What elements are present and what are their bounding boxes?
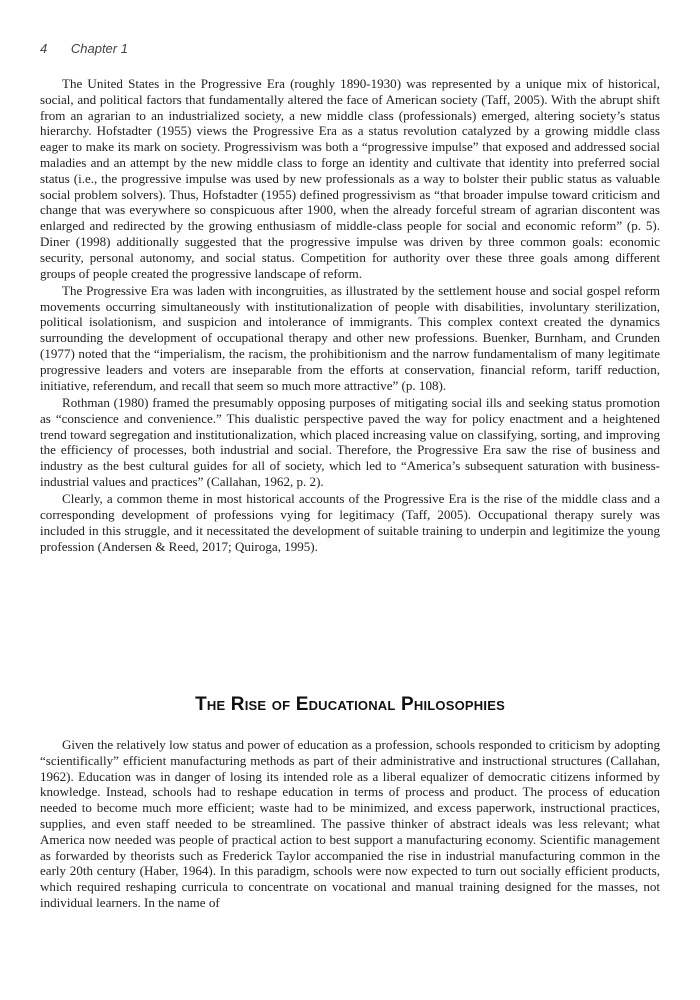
section-progressive-era: [40, 76, 660, 556]
section-heading: The Rise of Educational Philosophies: [195, 694, 505, 715]
page-number: 4: [40, 41, 48, 56]
paragraph: Clearly, a common theme in most historical accounts of the Progressive Era is the rise of the middle class and a corresponding development of professions vying for legitimacy (Taff, 2005). Occupational therapy surely was included in this struggle, and it necessitated the development of suitable training to underpin and legitimize the young profession (Andersen & Reed, 2017; Quiroga, 1995).: [40, 491, 660, 554]
running-header: [40, 41, 128, 56]
section-educational-philosophies: [40, 737, 660, 912]
paragraph: The United States in the Progressive Era (roughly 1890-1930) was represented by a unique mix of historical, social, and political factors that fundamentally altered the face of American society (Taff, 2005). With the abrupt shift from an agrarian to an industrialized society, a new middle class (professionals) emerged, altering society’s status hierarchy. Hofstadter (1955) views the Progressive Era as a status revolution catalyzed by a growing middle class eager to make its mark on society. Progressivism was both a “progressive impulse” that exposed and addressed social maladies and an attempt by the new middle class to forge an identity and cultivate that identity into preferred social status (i.e., the progressive impulse was used by new professionals as a way to bolster their public status as valuable social problem solvers). Thus, Hofstadter (1955) defined progressivism as “that broader impulse toward criticism and change that was everywhere so conspicuous after 1900, when the already forceful stream of agrarian discontent was enlarged and redirected by the growing enthusiasm of middle-class people for social and economic reform” (p. 5). Diner (1998) additionally suggested that the progressive impulse was driven by three common goals: economic security, personal autonomy, and social status. Competition for authority over these three goals among different groups of people created the progressive landscape of reform.: [40, 76, 660, 281]
chapter-label: Chapter 1: [70, 41, 128, 56]
paragraph: The Progressive Era was laden with incongruities, as illustrated by the settlement house and social gospel reform movements occurring simultaneously with institutionalization of people with disabilities, involuntary sterilization, political isolationism, and suspicion and intolerance of immigrants. This complex context created the dynamics surrounding the development of occupational therapy and other new professions. Buenker, Burnham, and Crunden (1977) noted that the “imperialism, the racism, the prohibitionism and the narrow fundamentalism of many legitimate progressive leaders and voters are inseparable from the efforts at conservation, financial reform, tariff reduction, initiative, referendum, and recall that seem so much more attractive” (p. 108).: [40, 282, 660, 393]
paragraph: Given the relatively low status and power of education as a profession, schools responded to criticism by adopting “scientifically” efficient manufacturing methods as part of their administrative and instructional structures (Callahan, 1962). Education was in danger of losing its intended role as a liberal equalizer of democratic citizens informed by knowledge. Instead, schools had to reshape education in terms of process and product. The process of education needed to become much more efficient; waste had to be minimized, and excess paperwork, instructional practices, supplies, and even staff needed to be streamlined. The passive thinker of abstract ideals was less relevant; what America now needed was people of practical action to best support a manufacturing economy. Scientific management as forwarded by theorists such as Frederick Taylor accompanied the rise in industrial manufacturing common in the early 20th century (Haber, 1964). In this paradigm, schools were now expected to turn out socially efficient products, which required reshaping curricula to concentrate on vocational and manual training designed for the masses, not individual learners. In the name of: [40, 737, 660, 910]
paragraph: Rothman (1980) framed the presumably opposing purposes of mitigating social ills and seeking status promotion as “conscience and convenience.” This dualistic perspective paved the way for policy enactment and a heightened trend toward segregation and institutionalization, which placed increasing value on classifying, sorting, and improving the efficiency of processes, both industrial and social. Therefore, the Progressive Era saw the rise of business and industry as the best cultural guides for all of society, which led to “America’s subsequent saturation with business-industrial values and practices” (Callahan, 1962, p. 2).: [40, 394, 660, 489]
